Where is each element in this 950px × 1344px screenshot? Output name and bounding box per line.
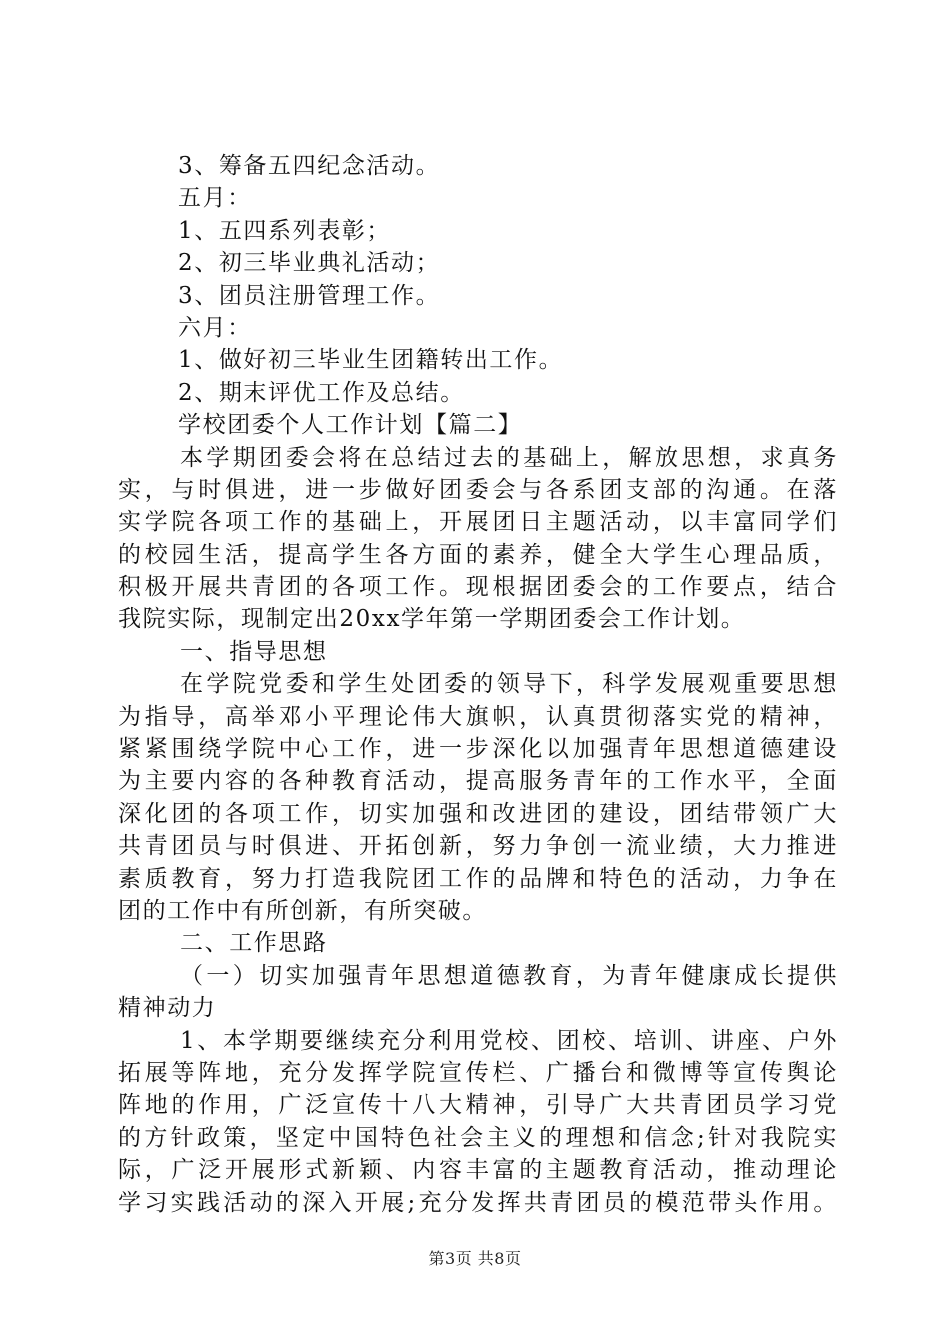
paragraph-line: 拓展等阵地，充分发挥学院宣传栏、广播台和微博等宣传舆论 (118, 1059, 838, 1086)
text-line: 2、期末评优工作及总结。 (178, 379, 465, 406)
paragraph-line: 阵地的作用，广泛宣传十八大精神，引导广大共青团员学习党 (118, 1092, 838, 1119)
paragraph-line: 为主要内容的各种教育活动，提高服务青年的工作水平，全面 (118, 768, 838, 795)
text-line: 1、五四系列表彰； (178, 217, 392, 244)
paragraph-line: 在学院党委和学生处团委的领导下，科学发展观重要思想 (180, 671, 838, 698)
subsection-heading: 精神动力 (118, 995, 217, 1022)
paragraph-line: 紧紧围绕学院中心工作，进一步深化以加强青年思想道德建设 (118, 736, 838, 763)
page-number-footer: 第3页 共8页 (428, 1249, 522, 1268)
paragraph-line: 深化团的各项工作，切实加强和改进团的建设，团结带领广大 (118, 800, 838, 827)
paragraph-line: 团的工作中有所创新，有所突破。 (118, 897, 487, 924)
section-heading-guiding-thought: 一、指导思想 (180, 638, 328, 665)
text-line: 1、做好初三毕业生团籍转出工作。 (178, 347, 564, 374)
paragraph-line: 积极开展共青团的各项工作。现根据团委会的工作要点，结合 (118, 574, 838, 601)
paragraph-line: 本学期团委会将在总结过去的基础上，解放思想，求真务 (180, 444, 838, 471)
section-heading-june: 六月： (178, 314, 252, 341)
paragraph-line: 的校园生活，提高学生各方面的素养，健全大学生心理品质， (118, 541, 838, 568)
paragraph-line: 实学院各项工作的基础上，开展团日主题活动，以丰富同学们 (118, 509, 838, 536)
section-heading-work-approach: 二、工作思路 (180, 930, 328, 957)
paragraph-line: 共青团员与时俱进、开拓创新，努力争创一流业绩，大力推进 (118, 833, 838, 860)
paragraph-line: 为指导，高举邓小平理论伟大旗帜，认真贯彻落实党的精神， (118, 703, 838, 730)
paragraph-line: 素质教育，努力打造我院团工作的品牌和特色的活动，力争在 (118, 865, 838, 892)
paragraph-line: 学习实践活动的深入开展;充分发挥共青团员的模范带头作用。 (118, 1189, 838, 1216)
section-heading-may: 五月： (178, 185, 252, 212)
paragraph-line: 的方针政策，坚定中国特色社会主义的理想和信念;针对我院实 (118, 1124, 838, 1151)
article-title: 学校团委个人工作计划【篇二】 (178, 412, 523, 439)
text-line: 2、初三毕业典礼活动； (178, 250, 441, 277)
text-line: 3、筹备五四纪念活动。 (178, 153, 441, 179)
paragraph-line: 际，广泛开展形式新颖、内容丰富的主题教育活动，推动理论 (118, 1157, 838, 1184)
document-body (118, 150, 838, 1219)
text-line: 3、团员注册管理工作。 (178, 282, 441, 309)
paragraph-line: 我院实际，现制定出20xx学年第一学期团委会工作计划。 (118, 606, 746, 633)
paragraph-line: 实，与时俱进，进一步做好团委会与各系团支部的沟通。在落 (118, 476, 838, 503)
subsection-heading: （一）切实加强青年思想道德教育，为青年健康成长提供 (180, 962, 838, 989)
paragraph-line: 1、本学期要继续充分利用党校、团校、培训、讲座、户外 (180, 1027, 838, 1054)
